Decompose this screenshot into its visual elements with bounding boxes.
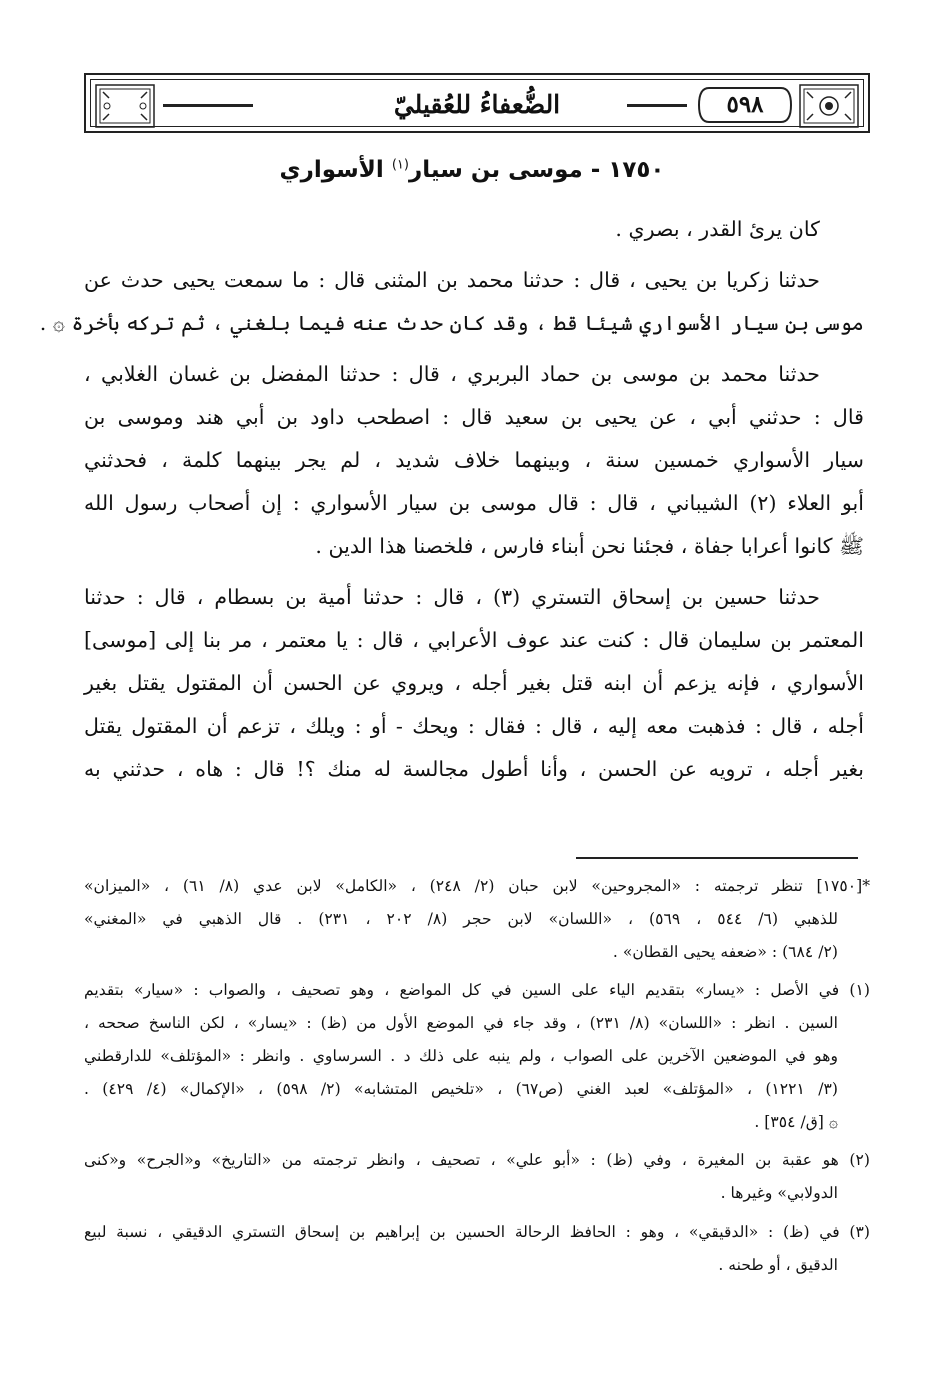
text-line: بغير أجله ، ترويه عن الحسن ، وأنا أطول مجالسة له منك ؟! قال : هاه ، حدثني به <box>84 757 864 781</box>
entry-title-tail: الأسواري <box>279 157 384 183</box>
footnote-line: الدقيق ، أو طحنه . <box>718 1255 838 1274</box>
footnote-line: للذهبي (٦/ ٥٤٤ ، ٥٦٩) ، «اللسان» لابن حجر (٨/ ٢٠٢ ، ٢٣١) . قال الذهبي في «المغني» <box>84 909 839 928</box>
paragraph-3 <box>84 353 864 568</box>
footnote-line: ۞ [ق/ ٣٥٤] . <box>754 1112 838 1131</box>
footnote-line: السين . انظر : «اللسان» (٨/ ٢٣١) ، وقد جاء في الموضع الأول من (ظ) : «يسار» ، لكن الناسخ صححه ، <box>84 1014 838 1033</box>
entry-title <box>80 150 864 190</box>
header-inner-frame <box>90 79 864 127</box>
text-line: سيار الأسواري خمسين سنة ، وبينهما خلاف شديد ، لم يجر بينهما كلمة ، فحدثني <box>84 448 864 472</box>
entry-title-note-ref: (١) <box>391 157 409 173</box>
text-line: حدثنا حسين بن إسحاق التستري (٣) ، قال : حدثنا أمية بن بسطام ، قال : حدثنا <box>84 585 820 609</box>
paragraph-2 <box>39 259 864 345</box>
text-line: موسى بن سيار الأسواري شيئا قط ، وقد كان حدث عنه فيما بلغني ، ثم تركه بأخرة ۞ . <box>39 311 864 335</box>
footnote-line: (٣) في (ظ) : «الدقيقي» ، وهو : الحافظ الرحالة الحسين بن إبراهيم بن إسحاق التستري الدقيقي ، نسبة لبيع <box>84 1222 870 1241</box>
footnote-line: (٣/ ١٢٢١) ، «المؤتلف» لعبد الغني (ص٦٧) ، «تلخيص المتشابه» (٢/ ٥٩٨) ، «الإكمال» (٤/ ٤٢٩) . <box>84 1079 838 1098</box>
entry-title-main: ١٧٥٠ - موسى بن سيار <box>408 157 665 183</box>
text-line: ﷺ كانوا أعرابا جفاة ، فجئنا نحن أبناء فارس ، فلخصنا هذا الدين . <box>315 534 864 558</box>
footnote-line: (٢/ ٦٨٤) : «ضعفه يحيى القطان» . <box>612 942 838 961</box>
text-line: أبو العلاء (٢) الشيباني ، قال : قال موسى بن سيار الأسواري : إن أصحاب رسول الله <box>84 491 864 515</box>
footnote-line: (١) في الأصل : «يسار» بتقديم الياء على السين في كل المواضع ، وهو تصحيف ، والصواب : «سيار» بتقديم <box>84 981 870 1000</box>
footnote-line: الدولابي» وغيرها . <box>720 1184 838 1203</box>
text-line: كان يرئ القدر ، بصري . <box>615 217 820 241</box>
main-text <box>39 208 864 791</box>
footnote-line: *[١٧٥٠] تنظر ترجمته : «المجروحين» لابن حبان (٢/ ٢٤٨) ، «الكامل» لابن عدي (٨/ ٦١) ، «الميزان» <box>84 877 870 895</box>
footnote-line: (٢) هو عقبة بن المغيرة ، وفي (ظ) : «أبو علي» ، تصحيف ، وانظر ترجمته من «التاريخ» و«الجرح» و«كنى <box>84 1151 870 1170</box>
text-line: حدثنا محمد بن موسى بن حماد البربري ، قال : حدثنا المفضل بن غسان الغلابي ، <box>84 362 820 386</box>
text-line: الأسواري ، فإنه يزعم أن ابنه قتل بغير أجله ، ويروي عن الحسن أن المقتول يقتل بغير <box>84 671 864 695</box>
footnote-1 <box>84 974 870 1138</box>
footnote-2 <box>84 1144 870 1210</box>
footnote-source <box>84 870 870 968</box>
book-title: الضُّعفاءُ للعُقيليّ <box>393 90 561 119</box>
text-line: أجله ، قال : فذهبت معه إليه ، قال : فقال : ويحك - أو : ويلك ، تزعم أن المقتول يقتل <box>84 714 864 738</box>
paragraph-4 <box>84 576 864 791</box>
footnote-3 <box>84 1216 870 1282</box>
footnote-rule <box>576 857 858 859</box>
page-number: ٥٩٨ <box>726 91 764 118</box>
running-header <box>84 73 870 133</box>
paragraph-1 <box>84 208 864 251</box>
text-line: حدثنا زكريا بن يحيى ، قال : حدثنا محمد بن المثنى قال : ما سمعت يحيى حدث عن <box>84 268 820 292</box>
footnote-line: وهو في الموضعين الآخرين على الصواب ، ولم ينبه على ذلك د . السرساوي . وانظر : «المؤتلف» للدارقطني <box>84 1046 838 1065</box>
text-line: المعتمر بن سليمان قال : كنت عند عوف الأعرابي ، قال : يا معتمر ، مر بنا إلى [موسى] <box>84 628 864 652</box>
footnotes <box>84 870 870 1282</box>
text-line: قال : حدثني أبي ، عن يحيى بن سعيد قال : اصطحب داود بن أبي هند وموسى بن <box>84 405 864 429</box>
